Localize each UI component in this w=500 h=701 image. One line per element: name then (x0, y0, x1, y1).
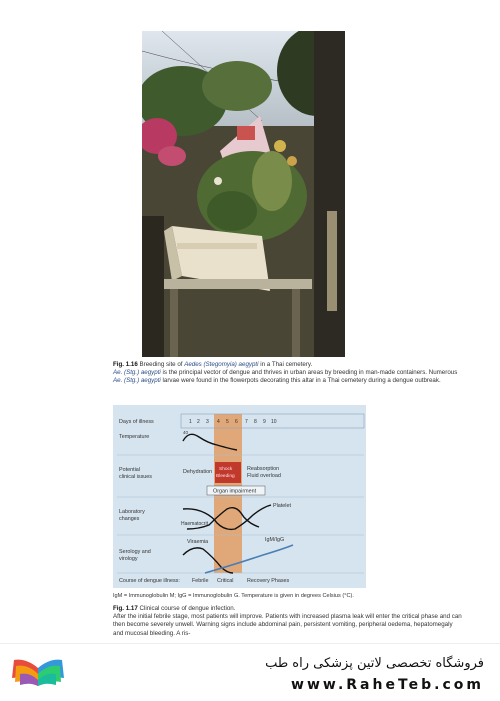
row-label-clinical-2: clinical issues (119, 474, 152, 480)
days-label: Days of illness (119, 419, 154, 425)
row-label-lab-1: Laboratory (119, 509, 145, 515)
figure-1-17-label: Fig. 1.17 (113, 605, 138, 612)
book-logo-icon (10, 652, 66, 692)
footer-banner (0, 643, 500, 701)
dehydration-label: Dehydration (183, 469, 213, 475)
store-name: فروشگاه تخصصی لاتین پزشکی راه طب (265, 656, 484, 671)
temperature-marker: 40 (183, 430, 189, 435)
organ-impairment-label: Organ impairment (213, 488, 257, 495)
row-label-lab-2: changes (119, 516, 140, 522)
day-5: 5 (226, 419, 229, 425)
row-label-temperature: Temperature (119, 434, 150, 440)
course-label: Course of dengue illness: (119, 578, 180, 584)
reabsorption-label: Reabsorption (247, 466, 280, 472)
day-6: 6 (235, 419, 238, 425)
phase-critical: Critical (217, 578, 234, 584)
altar-photo (142, 31, 345, 357)
store-url[interactable]: www.RaheTeb.com (291, 677, 484, 693)
day-10: 10 (271, 419, 277, 425)
day-3: 3 (206, 419, 209, 425)
haematocrit-label: Haematocrit (181, 521, 208, 527)
figure-1-16-title: Fig. 1.16 Breeding site of Aedes (Stegomyia) aegypti in a Thai cemetery. (113, 361, 313, 368)
figure-1-17-caption (113, 605, 463, 638)
figure-1-17-title: Fig. 1.17 Clinical course of dengue infection. (113, 605, 236, 612)
figure-1-17-body: After the initial febrile stage, most patients will improve. Patients with increased plasma leak will enter the critical phase and can then become severely unwell. Warning signs include abdominal pain, persistent vomiting, peripheral oedema, hepatomegaly and mucosal bleeding. A ris- (113, 613, 462, 637)
day-4: 4 (217, 419, 220, 425)
row-label-clinical-1: Potential (119, 467, 140, 473)
figure-1-16-caption (113, 361, 463, 386)
phase-febrile: Febrile (192, 578, 209, 584)
day-2: 2 (197, 419, 200, 425)
bleeding-label: Bleeding (216, 474, 235, 479)
dengue-course-diagram (113, 405, 366, 588)
figure-1-16-label: Fig. 1.16 (113, 361, 138, 368)
shock-bleeding-box (215, 462, 241, 483)
phase-recovery: Recovery Phases (247, 578, 290, 584)
row-label-serology-2: virology (119, 556, 138, 562)
figure-1-16-body: Ae. (Stg.) aegypti is the principal vector of dengue and thrives in urban areas by breeding in man-made containers. Numerous Ae. (Stg.) aegypti larvae were found in the flowerpots decorating this altar in a Thai cemetery during a dengue outbreak. (113, 369, 458, 385)
day-9: 9 (263, 419, 266, 425)
igm-igg-label: IgM/IgG (265, 537, 285, 543)
day-1: 1 (189, 419, 192, 425)
viraemia-label: Viraemia (187, 539, 209, 545)
day-8: 8 (254, 419, 257, 425)
diagram-legend: IgM = Immunoglobulin M; IgG = Immunoglobulin G. Temperature is given in degrees Celsius (°C). (113, 593, 354, 599)
shock-label: Shock (219, 467, 233, 472)
fluid-overload-label: Fluid overload (247, 473, 281, 479)
row-label-serology-1: Serology and (119, 549, 151, 555)
day-7: 7 (245, 419, 248, 425)
platelet-label: Platelet (273, 503, 291, 509)
